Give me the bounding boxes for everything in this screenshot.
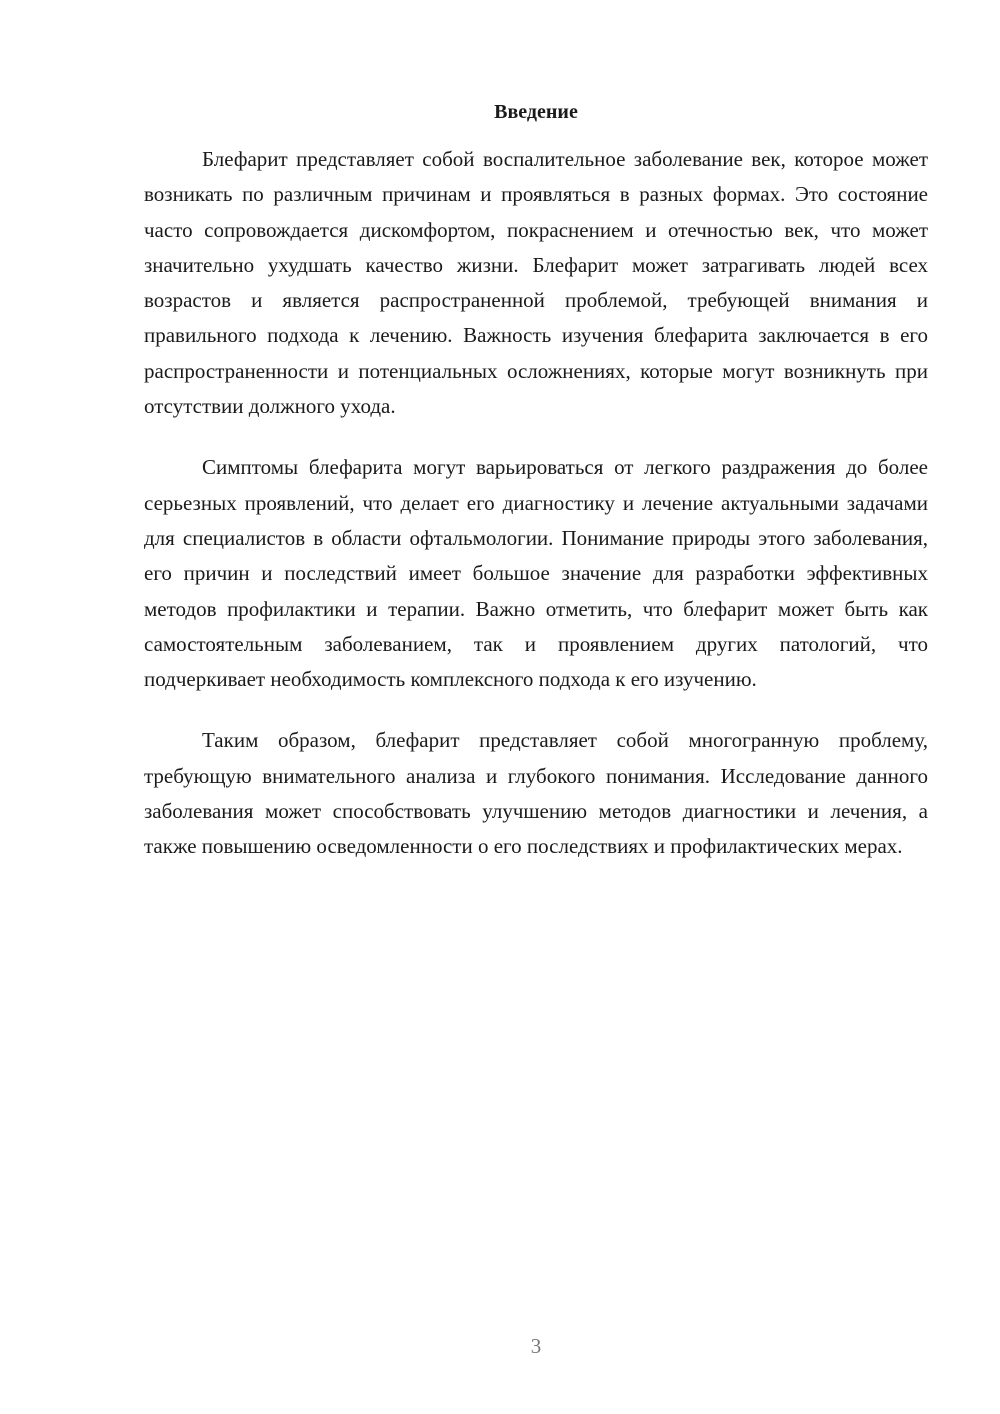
body-text — [144, 142, 928, 891]
paragraph-1: Блефарит представляет собой воспалительное заболевание век, которое может возникать по различным причинам и проявляться в разных формах. Это состояние часто сопровождается дискомфортом, покраснением и отечностью век, что может значительно ухудшать качество жизни. Блефарит может затрагивать людей всех возрастов и является распространенной проблемой, требующей внимания и правильного подхода к лечению. Важность изучения блефарита заключается в его распространенности и потенциальных осложнениях, которые могут возникнуть при отсутствии должного ухода. — [144, 147, 928, 419]
section-heading: Введение — [494, 101, 578, 123]
paragraph-2: Симптомы блефарита могут варьироваться от легкого раздражения до более серьезных проявлений, что делает его диагностику и лечение актуальными задачами для специалистов в области офтальмологии. Понимание природы этого заболевания, его причин и последствий имеет большое значение для разработки эффективных методов профилактики и терапии. Важно отметить, что блефарит может быть как самостоятельным заболеванием, так и проявлением других патологий, что подчеркивает необходимость комплексного подхода к его изучению. — [144, 455, 928, 692]
page-number: 3 — [530, 1334, 542, 1358]
paragraph-3: Таким образом, блефарит представляет собой многогранную проблему, требующую внимательного анализа и глубокого понимания. Исследование данного заболевания может способствовать улучшению методов диагностики и лечения, а также повышению осведомленности о его последствиях и профилактических мерах. — [144, 728, 928, 859]
